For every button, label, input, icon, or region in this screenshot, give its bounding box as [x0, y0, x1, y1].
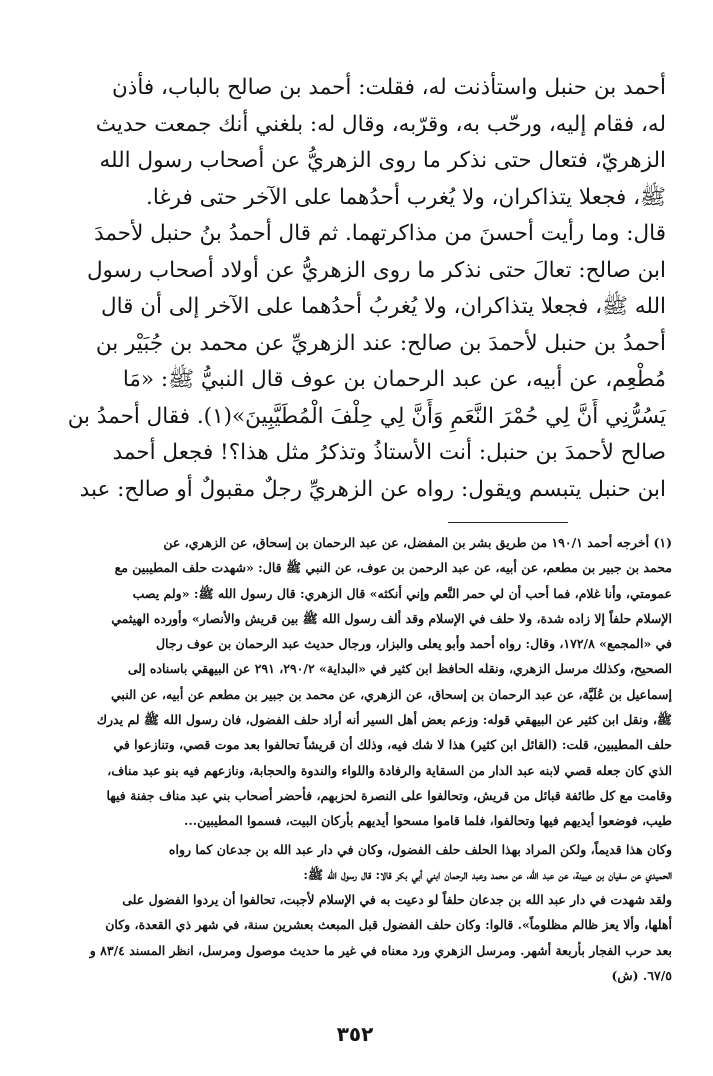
footnote-line: في «المجمع» ١٧٢/٨، وقال: رواه أحمد وأبو يعلى والبزار، ورجال حديث عبد الرحمان بن عوف رجال	[155, 636, 672, 652]
main-text-line: أحمدُ بن حنبل لأحمدَ بن صالح: عند الزهريِّ عن محمد بن جُبَيْر بن	[95, 330, 666, 356]
main-text-line: مُطْعِم، عن أبيه، عن عبد الرحمان بن عوف قال النبيُّ ﷺ: «مَا	[122, 367, 666, 392]
footnote-line: الصحيح، وكذلك مرسل الزهري، ونقله الحافظ ابن كثير في «البداية» ٢٩٠/٢، ٢٩١ عن البيهقي باسناده إلى	[127, 661, 672, 677]
page-number: ٣٥٢	[336, 1022, 374, 1046]
footnote-line: عمومتي، وأنا غلام، فما أحب أن لي حمر النَّعم وإني أنكثه» قال الزهري: قال رسول الله ﷺ: «ولم يصب	[132, 585, 672, 601]
footnote-line: ٦٧/٥. (ش)	[611, 968, 672, 984]
main-text-line: ابن حنبل يتبسم ويقول: رواه عن الزهريِّ رجلٌ مقبولٌ أو صالح: عبد	[79, 476, 666, 502]
footnote-line: الإسلام حلفاً إلا زاده شدة، ولا حلف في الإسلام وقد ألف رسول الله ﷺ بين قريش والأنصار» وأورده الهيثمي	[111, 610, 672, 626]
main-text-line: يَسُرُّنِي أَنَّ لِي حُمْرَ النَّعَمِ وَأَنَّ لِي حِلْفَ الْمُطَيَّبِينَ»(١). فقال أحمدُ بن	[67, 403, 666, 429]
main-text-line: له، فقام إليه، ورحّب به، وقرّبه، وقال له: بلغني أنك جمعت حديث	[95, 111, 666, 137]
main-text-line: أحمد بن حنبل واستأذنت له، فقلت: أحمد بن صالح بالباب، فأذن	[111, 75, 666, 100]
footnote-line: محمد بن جبير بن مطعم، عن أبيه، عن عبد الرحمن بن عوف، عن النبي ﷺ قال: «شهدت حلف المطيبين مع	[114, 560, 672, 576]
footnote-line: بعد حرب الفجار بأربعة أشهر. ومرسل الزهري ورد معناه في غير ما حديث موصول ومرسل، انظر المسند ٨٣/٤ و	[89, 942, 672, 958]
footnote-line: طيب، فوضعوا أيديهم فيها وتحالفوا، فلما قاموا مسحوا أيديهم بأركان البيت، فسموا المطيبين...	[184, 813, 672, 829]
footnote-line: الحميدي عن سفيان بن عيينة، عن عبد الله، عن محمد وعبد الرحمان ابني أبي بكر قالا: قال رسول الله ﷺ:	[303, 866, 672, 882]
footnote-line: أهلها، وألا يعز ظالم مظلوماً». قالوا: وكان حلف الفضول قبل المبعث بعشرين سنة، في شهر ذي القعدة، وكان	[105, 917, 672, 933]
main-text-line: ﷺ، فجعلا يتذاكران، ولا يُغرب أحدُهما على الآخر حتى فرغا.	[146, 184, 666, 210]
footnote-divider	[448, 522, 568, 523]
main-text-line: صالح لأحمدَ بن حنبل: أنت الأستاذُ وتذكرُ مثل هذا؟! فجعل أحمد	[112, 440, 666, 465]
footnotes-block	[60, 530, 672, 988]
footnote-line: وقامت مع كل طائفة قبائل من قريش، وتحالفوا على النصرة لحزبهم، فأحضر أصحاب بني عبد مناف جفنة فيها	[106, 787, 672, 803]
main-text-line: ابن صالح: تعالَ حتى نذكر ما روى الزهريُّ عن أولاد أصحاب رسول	[86, 257, 666, 283]
main-text-line: الزهريّ، فتعال حتى نذكر ما روى الزهريُّ عن أصحاب رسول الله	[99, 148, 666, 173]
footnote-line: ﷺ، ونقل ابن كثير عن البيهقي قوله: وزعم بعض أهل السير أنه أراد حلف الفضول، فان رسول الله ﷺ لم يدرك	[96, 712, 672, 728]
main-text-line: الله ﷺ، فجعلا يتذاكران، ولا يُغربُ أحدُهما على الآخر إلى أن قال	[100, 294, 666, 319]
main-text-block	[60, 70, 666, 508]
footnote-line: إسماعيل بن عُلَيَّة، عن عبد الرحمان بن إسحاق، عن الزهري، عن محمد بن جبير بن مطعم عن أبيه، عن النبي	[111, 686, 672, 702]
footnote-line: (١) أخرجه أحمد ١٩٠/١ من طريق بشر بن المفضل، عن عبد الرحمان بن إسحاق، عن الزهري، عن	[163, 535, 672, 550]
footnote-line: الذي كان جعله قصي لابنه عبد الدار من السقاية والرفادة واللواء والندوة والحجابة، ونازعهم فيه بنو عبد مناف،	[107, 762, 672, 778]
footnote-line: حلف المطيبين، قلت: (القائل ابن كثير) هذا لا شك فيه، وذلك أن قريشاً تحالفوا بعد موت قصي، وتنازعوا في	[113, 737, 672, 753]
footnote-line: ولقد شهدت في دار عبد الله بن جدعان حلفاً لو دعيت به في الإسلام لأجبت، تحالفوا أن يردوا الفضول على	[122, 892, 672, 908]
footnote-line: وكان هذا قديماً، ولكن المراد بهذا الحلف حلف الفضول، وكان في دار عبد الله بن جدعان كما رواه	[168, 841, 672, 857]
main-text-line: قال: وما رأيت أحسنَ من مذاكرتهما. ثم قال أحمدُ بنُ حنبل لأحمدَ	[94, 221, 666, 246]
